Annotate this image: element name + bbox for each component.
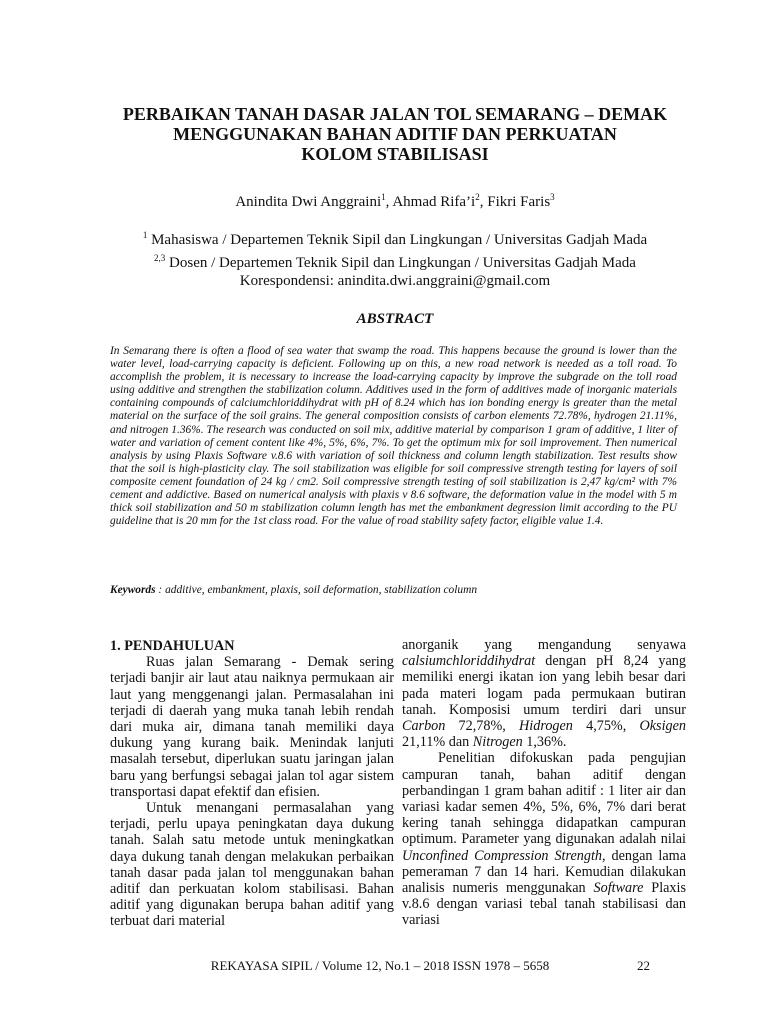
affiliation-2-text: Dosen / Departemen Teknik Sipil dan Lingkungan / Universitas Gadjah Mada (165, 255, 636, 271)
p4-italic-software: Software (593, 880, 644, 897)
abstract-heading: ABSTRACT (356, 311, 434, 327)
paper-title (100, 104, 690, 164)
affiliations (90, 226, 700, 290)
p3-italic-oksigen: Oksigen (639, 718, 686, 735)
body-column-right (402, 637, 686, 929)
author-2: Ahmad Rifa’i (392, 194, 476, 210)
p3-text-b: dengan pH 8,24 yang memiliki energi ikatan ion yang lebih besar dari pada materi logam pada permukaan butiran tanah. Komposisi umum terdiri dari unsur (402, 653, 686, 718)
author-list (100, 192, 690, 211)
p4-text-b: , dengan lama pemeraman 7 dan 14 hari. Kemudian dilakukan analisis numeris menggunakan (402, 847, 686, 897)
correspondence: Korespondensi: anindita.dwi.anggraini@gmail.com (239, 273, 551, 289)
keywords-label: Keywords (110, 584, 156, 596)
paragraph-3 (402, 637, 686, 750)
affiliation-1 (90, 226, 700, 249)
p3-text-c: 72,78%, (445, 718, 520, 735)
p3-italic-carbon: Carbon (402, 718, 446, 735)
p3-text-d: 4,75%, (572, 718, 640, 735)
p4-text-a: Penelitian difokuskan pada pengujian campuran tanah, bahan aditif dengan perbandingan 1 gram bahan aditif : 1 liter air dan variasi kadar semen 4%, 5%, 6%, 7% dari berat kering tanah sehingga didapatkan campuran optimum. Parameter yang digunakan adalah nilai (402, 750, 686, 848)
title-line-3: KOLOM STABILISASI (301, 144, 489, 164)
p4-italic-ucs: Unconfined Compression Strength (402, 847, 602, 864)
author-sep-1: , (385, 194, 393, 210)
section-heading: 1. PENDAHULUAN (110, 638, 235, 654)
author-2-sup: 2 (475, 192, 480, 202)
page-footer: REKAYASA SIPIL / Volume 12, No.1 – 2018 ISSN 1978 – 5658 (210, 958, 550, 973)
p3-text-a: anorganik yang mengandung senyawa (402, 637, 686, 653)
affiliation-2 (90, 249, 700, 272)
affiliation-1-sup: 1 (142, 230, 148, 240)
abstract-text: In Semarang there is often a flood of sea water that swamp the road. This happens because the ground is lower than the water level, load-carrying capacity is deficient. Following up on this, a new road network is needed as a toll road. To accomplish the problem, it is necessary to increase the load-carrying capacity by improve the subgrade on the toll road using additive and strengthen the stabilization column. Additives used in the form of additives made of inorganic materials containing compounds of calciumchloriddihydrat with pH of 8.24 which has ion bonding energy is greater than the metal material on the surface of the soil grains. The general composition consists of carbon elements 72.78%, hydrogen 21.11%, and nitrogen 1.36%. The research was conducted on soil mix, additive material by comparison 1 gram of additive, 1 liter of water and variation of cement content like 4%, 5%, 6%, 7%. To get the optimum mix for soil improvement. Then numerical analysis by using Plaxis Software v.8.6 with variation of soil thickness and column length stabilization. Test results show that the soil is high-plasticity clay. The soil stabilization was eligible for soil compressive strength testing for layers of soil composite cement foundation of 24 kg / cm2. Soil compressive strength testing of soil stabilization is 2,47 kg/cm² with 7% cement and addictive. Based on numerical analysis with plaxis v 8.6 software, the deformation value in the model with 5 m thick soil stabilization and 50 m stabilization column length has met the embankment degression limit according to the PU guideline that is 20 mm for the 1st class road. For the value of road stability safety factor, eligible value 1.4. (110, 345, 677, 528)
paragraph-2: Untuk menangani permasalahan yang terjadi, perlu upaya peningkatan daya dukung tanah. Salah satu metode untuk meningkatkan daya dukung tanah dengan melakukan perbaikan tanah dasar pada jalan tol menggunakan bahan aditif dan perkuatan kolom stabilisasi. Bahan aditif yang digunakan berupa bahan aditif yang terbuat dari material (110, 800, 394, 930)
author-sep-2: , (479, 194, 488, 210)
body-column-left (110, 638, 394, 930)
affiliation-1-text: Mahasiswa / Departemen Teknik Sipil dan Lingkungan / Universitas Gadjah Mada (147, 232, 648, 248)
title-line-1: PERBAIKAN TANAH DASAR JALAN TOL SEMARANG – DEMAK (122, 104, 668, 124)
author-1-sup: 1 (381, 192, 386, 202)
author-3: Fikri Faris (487, 194, 551, 210)
keywords (110, 583, 677, 597)
p3-italic-compound: calsiumchloriddihydrat (402, 653, 536, 670)
p3-italic-hidrogen: Hidrogen (519, 718, 573, 735)
author-1: Anindita Dwi Anggraini (235, 194, 382, 210)
p3-text-f: 1,36%. (522, 734, 567, 751)
p4-text-c: Plaxis v.8.6 dengan variasi tebal tanah stabilisasi dan variasi (402, 880, 686, 929)
page-number: 22 (637, 958, 650, 973)
paragraph-4 (402, 750, 686, 928)
keywords-text: : additive, embankment, plaxis, soil deformation, stabilization column (155, 584, 478, 596)
title-line-2: MENGGUNAKAN BAHAN ADITIF DAN PERKUATAN (173, 124, 617, 144)
affiliation-2-sup: 2,3 (154, 253, 166, 263)
author-3-sup: 3 (550, 192, 555, 202)
p3-text-e: 21,11% dan (402, 734, 473, 751)
paragraph-1: Ruas jalan Semarang - Demak sering terjadi banjir air laut atau naiknya permukaan air laut yang menggenangi jalan. Permasalahan ini terjadi di daerah yang muka tanah lebih rendah dari muka air, dimana tanah memiliki daya dukung yang kurang baik. Menindak lanjuti masalah tersebut, diperlukan suatu jaringan jalan baru yang berfungsi sebagai jalan tol agar sistem transportasi dapat efektif dan efisien. (110, 654, 394, 800)
p3-italic-nitrogen: Nitrogen (472, 734, 523, 751)
